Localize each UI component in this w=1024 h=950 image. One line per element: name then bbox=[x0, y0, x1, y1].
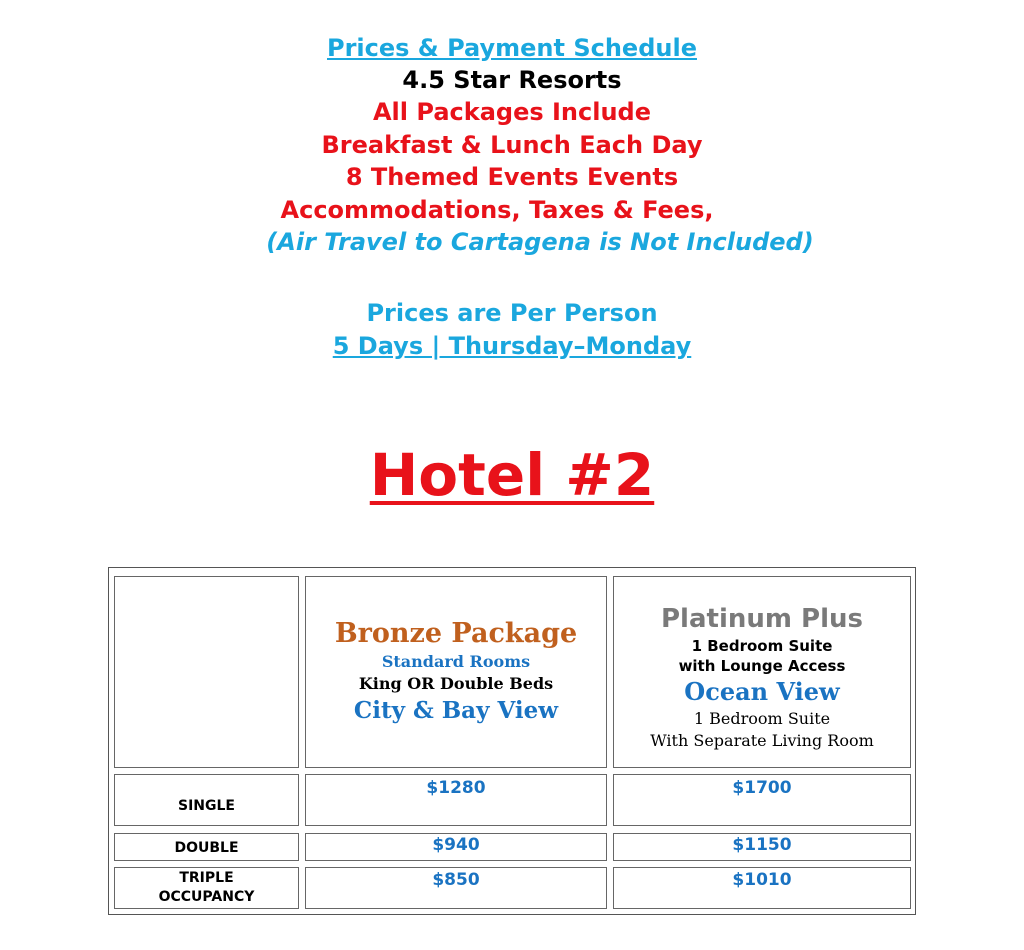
include-meals: Breakfast & Lunch Each Day bbox=[321, 131, 703, 159]
air-travel-note: (Air Travel to Cartagena is Not Included) bbox=[266, 228, 814, 256]
price-value: $940 bbox=[432, 835, 480, 855]
per-person-note: Prices are Per Person bbox=[366, 299, 658, 327]
price-value: $1700 bbox=[732, 778, 792, 798]
platinum-package-title: Platinum Plus bbox=[661, 604, 863, 634]
row-label-double bbox=[114, 833, 299, 861]
platinum-desc-line1: 1 Bedroom Suite bbox=[693, 709, 831, 728]
price-cell-platinum-single bbox=[613, 774, 911, 826]
price-value: $1280 bbox=[426, 778, 486, 798]
price-value: $1010 bbox=[732, 870, 792, 890]
duration-link[interactable]: 5 Days | Thursday–Monday bbox=[332, 332, 692, 360]
include-accommodations: Accommodations, Taxes & Fees, bbox=[280, 196, 714, 224]
row-label-text: DOUBLE bbox=[174, 840, 239, 856]
includes-heading: All Packages Include bbox=[372, 98, 651, 126]
include-events: 8 Themed Events Events bbox=[345, 163, 679, 191]
price-cell-bronze-double bbox=[305, 833, 607, 861]
platinum-suite-line1: 1 Bedroom Suite bbox=[691, 637, 833, 655]
row-label-single bbox=[114, 774, 299, 826]
row-label-text-line1: TRIPLE bbox=[179, 870, 234, 886]
bronze-rooms: Standard Rooms bbox=[381, 652, 531, 671]
table-corner-cell bbox=[114, 576, 299, 768]
platinum-desc-line2: With Separate Living Room bbox=[650, 731, 874, 750]
price-cell-platinum-double bbox=[613, 833, 911, 861]
pricing-table bbox=[108, 567, 916, 915]
price-value: $850 bbox=[432, 870, 480, 890]
row-label-text: SINGLE bbox=[178, 797, 235, 814]
price-cell-platinum-triple bbox=[613, 867, 911, 909]
platinum-header-cell bbox=[613, 576, 911, 768]
bronze-beds: King OR Double Beds bbox=[358, 674, 554, 693]
platinum-view: Ocean View bbox=[684, 677, 840, 706]
resort-rating: 4.5 Star Resorts bbox=[402, 66, 622, 94]
price-cell-bronze-single bbox=[305, 774, 607, 826]
price-value: $1150 bbox=[732, 835, 792, 855]
bronze-view: City & Bay View bbox=[353, 697, 559, 724]
price-cell-bronze-triple bbox=[305, 867, 607, 909]
bronze-header-cell bbox=[305, 576, 607, 768]
row-label-text-line2: OCCUPANCY bbox=[158, 889, 255, 905]
prices-schedule-link[interactable]: Prices & Payment Schedule bbox=[327, 34, 697, 62]
bronze-package-title: Bronze Package bbox=[334, 618, 578, 649]
platinum-suite-line2: with Lounge Access bbox=[678, 657, 846, 675]
hotel-title: Hotel #2 bbox=[369, 441, 655, 509]
row-label-triple bbox=[114, 867, 299, 909]
